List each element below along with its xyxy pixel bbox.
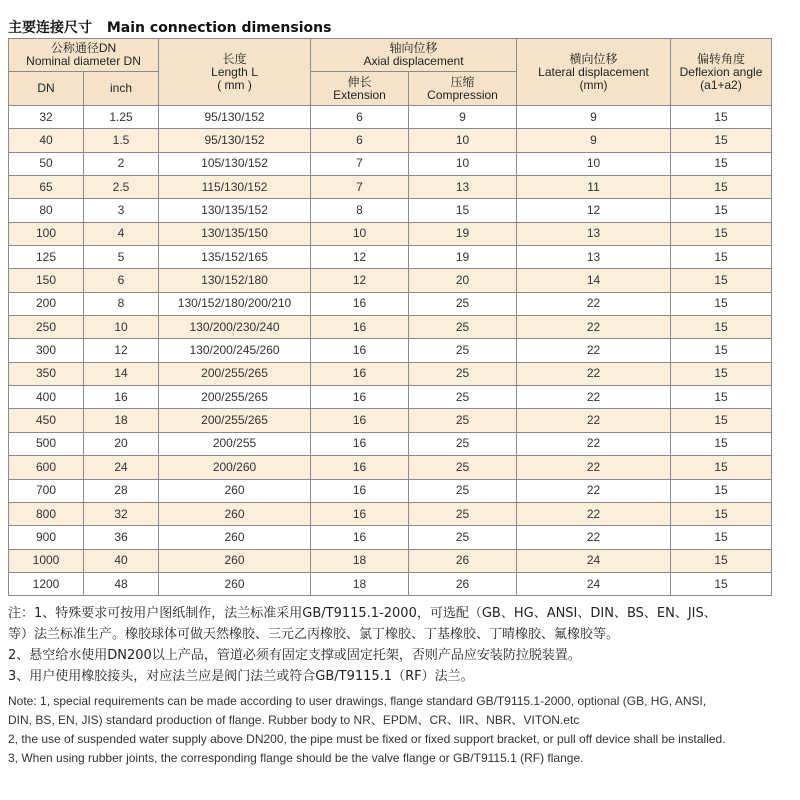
cell-length: 260 — [159, 572, 311, 595]
cell-dn: 50 — [9, 152, 84, 175]
cell-length: 260 — [159, 502, 311, 525]
cell-extension: 12 — [311, 246, 409, 269]
cell-inch: 48 — [84, 572, 159, 595]
table-row — [9, 432, 772, 455]
cell-compression: 19 — [409, 246, 517, 269]
cell-extension: 16 — [311, 456, 409, 479]
header-compression-en: Compression — [427, 87, 498, 102]
table-row — [9, 152, 772, 175]
cell-extension: 6 — [311, 106, 409, 129]
cell-lateral: 13 — [517, 246, 671, 269]
header-length — [159, 39, 311, 106]
cell-lateral: 22 — [517, 432, 671, 455]
cell-length: 130/200/230/240 — [159, 316, 311, 339]
cell-lateral: 12 — [517, 199, 671, 222]
header-nominal-en: Nominal diameter DN — [26, 54, 141, 68]
cell-length: 200/255/265 — [159, 409, 311, 432]
cell-lateral: 22 — [517, 502, 671, 525]
cell-lateral: 22 — [517, 479, 671, 502]
cell-compression: 25 — [409, 292, 517, 315]
cell-compression: 9 — [409, 106, 517, 129]
cell-length: 260 — [159, 526, 311, 549]
cell-dn: 32 — [9, 106, 84, 129]
cell-inch: 16 — [84, 386, 159, 409]
cell-dn: 900 — [9, 526, 84, 549]
cell-inch: 36 — [84, 526, 159, 549]
cell-extension: 10 — [311, 222, 409, 245]
cell-dn: 1200 — [9, 572, 84, 595]
cell-compression: 19 — [409, 222, 517, 245]
cell-inch: 6 — [84, 269, 159, 292]
cell-compression: 26 — [409, 549, 517, 572]
cell-inch: 14 — [84, 362, 159, 385]
cell-deflexion: 15 — [671, 152, 772, 175]
cell-lateral: 14 — [517, 269, 671, 292]
cell-compression: 10 — [409, 129, 517, 152]
notes — [8, 603, 793, 768]
cell-deflexion: 15 — [671, 572, 772, 595]
table-row — [9, 222, 772, 245]
table-row — [9, 129, 772, 152]
cell-extension: 16 — [311, 479, 409, 502]
header-axial-en: Axial displacement — [363, 54, 464, 68]
cell-deflexion: 15 — [671, 362, 772, 385]
header-nominal-cn: 公称通径DN — [50, 41, 117, 55]
cell-deflexion: 15 — [671, 502, 772, 525]
table-row — [9, 456, 772, 479]
cell-compression: 15 — [409, 199, 517, 222]
cell-extension: 18 — [311, 572, 409, 595]
cell-dn: 40 — [9, 129, 84, 152]
cell-extension: 18 — [311, 549, 409, 572]
cell-extension: 16 — [311, 316, 409, 339]
cell-lateral: 24 — [517, 549, 671, 572]
table-row — [9, 502, 772, 525]
cell-deflexion: 15 — [671, 456, 772, 479]
cell-inch: 3 — [84, 199, 159, 222]
note-cn-line: 等）法兰标准生产。橡胶球体可做天然橡胶、三元乙丙橡胶、氯丁橡胶、丁基橡胶、丁晴橡胶、氟橡胶等。 — [8, 627, 620, 642]
cell-compression: 25 — [409, 432, 517, 455]
cell-length: 130/152/180/200/210 — [159, 292, 311, 315]
header-length-cn: 长度 — [222, 51, 247, 66]
cell-compression: 25 — [409, 339, 517, 362]
note-cn-line: 注：1、特殊要求可按用户图纸制作，法兰标准采用GB/T9115.1-2000，可选配（GB、HG、ANSI、DIN、BS、EN、JIS、 — [8, 606, 717, 621]
cell-lateral: 9 — [517, 106, 671, 129]
cell-length: 130/135/150 — [159, 222, 311, 245]
cell-dn: 600 — [9, 456, 84, 479]
note-en-line: 2, the use of suspended water supply above DN200, the pipe must be fixed or fixed support bracket, or pull off device shall be installed. — [8, 732, 726, 746]
cell-compression: 25 — [409, 386, 517, 409]
cell-extension: 7 — [311, 152, 409, 175]
header-deflexion-cn: 偏转角度 — [697, 51, 746, 66]
cell-length: 105/130/152 — [159, 152, 311, 175]
table-row — [9, 246, 772, 269]
cell-compression: 25 — [409, 479, 517, 502]
cell-inch: 1.5 — [84, 129, 159, 152]
cell-extension: 16 — [311, 526, 409, 549]
cell-length: 95/130/152 — [159, 129, 311, 152]
cell-deflexion: 15 — [671, 269, 772, 292]
cell-lateral: 9 — [517, 129, 671, 152]
cell-extension: 7 — [311, 176, 409, 199]
cell-deflexion: 15 — [671, 316, 772, 339]
cell-dn: 350 — [9, 362, 84, 385]
header-extension — [311, 72, 409, 106]
cell-length: 260 — [159, 479, 311, 502]
header-deflexion-angle — [671, 39, 772, 106]
cell-inch: 4 — [84, 222, 159, 245]
cell-length: 200/255/265 — [159, 386, 311, 409]
header-axial-cn: 轴向位移 — [389, 41, 438, 55]
table-row — [9, 526, 772, 549]
table-body — [9, 106, 772, 596]
cell-length: 200/260 — [159, 456, 311, 479]
cell-length: 200/255/265 — [159, 362, 311, 385]
cell-dn: 400 — [9, 386, 84, 409]
cell-deflexion: 15 — [671, 199, 772, 222]
cell-extension: 8 — [311, 199, 409, 222]
cell-inch: 12 — [84, 339, 159, 362]
cell-compression: 25 — [409, 409, 517, 432]
cell-length: 135/152/165 — [159, 246, 311, 269]
cell-inch: 40 — [84, 549, 159, 572]
cell-deflexion: 15 — [671, 246, 772, 269]
cell-extension: 16 — [311, 409, 409, 432]
cell-inch: 20 — [84, 432, 159, 455]
table-row — [9, 479, 772, 502]
cell-compression: 10 — [409, 152, 517, 175]
cell-lateral: 22 — [517, 316, 671, 339]
cell-deflexion: 15 — [671, 176, 772, 199]
cell-lateral: 22 — [517, 292, 671, 315]
cell-deflexion: 15 — [671, 129, 772, 152]
cell-compression: 25 — [409, 362, 517, 385]
header-extension-en: Extension — [333, 87, 386, 102]
cell-extension: 16 — [311, 339, 409, 362]
cell-deflexion: 15 — [671, 479, 772, 502]
cell-compression: 25 — [409, 526, 517, 549]
note-cn-line: 2、悬空给水使用DN200以上产品，管道必须有固定支撑或固定托架，否则产品应安装防拉脱装置。 — [8, 648, 581, 663]
cell-lateral: 10 — [517, 152, 671, 175]
header-compression-cn: 压缩 — [450, 74, 475, 89]
cell-inch: 2.5 — [84, 176, 159, 199]
cell-extension: 12 — [311, 269, 409, 292]
cell-lateral: 22 — [517, 526, 671, 549]
cell-inch: 28 — [84, 479, 159, 502]
cell-dn: 800 — [9, 502, 84, 525]
cell-lateral: 22 — [517, 339, 671, 362]
table-row — [9, 269, 772, 292]
header-extension-cn: 伸长 — [347, 74, 372, 89]
cell-compression: 25 — [409, 502, 517, 525]
cell-dn: 80 — [9, 199, 84, 222]
cell-deflexion: 15 — [671, 339, 772, 362]
cell-dn: 200 — [9, 292, 84, 315]
header-lateral-en: Lateral displacement — [538, 64, 649, 79]
cell-dn: 100 — [9, 222, 84, 245]
cell-length: 95/130/152 — [159, 106, 311, 129]
cell-dn: 65 — [9, 176, 84, 199]
cell-deflexion: 15 — [671, 549, 772, 572]
cell-compression: 25 — [409, 456, 517, 479]
cell-extension: 16 — [311, 362, 409, 385]
header-deflexion-unit: (a1+a2) — [700, 77, 742, 92]
cell-lateral: 24 — [517, 572, 671, 595]
cell-lateral: 11 — [517, 176, 671, 199]
cell-deflexion: 15 — [671, 386, 772, 409]
cell-dn: 125 — [9, 246, 84, 269]
cell-dn: 150 — [9, 269, 84, 292]
cell-dn: 500 — [9, 432, 84, 455]
cell-lateral: 22 — [517, 386, 671, 409]
cell-extension: 16 — [311, 502, 409, 525]
cell-inch: 24 — [84, 456, 159, 479]
table-row — [9, 409, 772, 432]
cell-dn: 700 — [9, 479, 84, 502]
header-lateral-unit: (mm) — [579, 77, 608, 92]
cell-extension: 16 — [311, 292, 409, 315]
page-title — [8, 17, 331, 37]
cell-length: 115/130/152 — [159, 176, 311, 199]
cell-extension: 6 — [311, 129, 409, 152]
cell-dn: 1000 — [9, 549, 84, 572]
cell-deflexion: 15 — [671, 526, 772, 549]
cell-length: 130/135/152 — [159, 199, 311, 222]
table-row — [9, 572, 772, 595]
table-row — [9, 292, 772, 315]
cell-compression: 20 — [409, 269, 517, 292]
cell-lateral: 13 — [517, 222, 671, 245]
header-length-unit: ( mm ) — [217, 77, 252, 92]
cell-length: 130/200/245/260 — [159, 339, 311, 362]
header-nominal-diameter — [9, 39, 159, 72]
dimensions-table — [8, 38, 772, 596]
cell-inch: 10 — [84, 316, 159, 339]
cell-compression: 25 — [409, 316, 517, 339]
header-length-en: Length L — [211, 64, 258, 79]
note-cn-line: 3、用户使用橡胶接头，对应法兰应是阀门法兰或符合GB/T9115.1（RF）法兰。 — [8, 669, 474, 684]
table-row — [9, 339, 772, 362]
cell-lateral: 22 — [517, 409, 671, 432]
cell-dn: 250 — [9, 316, 84, 339]
cell-deflexion: 15 — [671, 222, 772, 245]
cell-deflexion: 15 — [671, 106, 772, 129]
cell-deflexion: 15 — [671, 432, 772, 455]
header-dn: DN — [9, 72, 84, 106]
header-deflexion-en: Deflexion angle — [679, 64, 763, 79]
header-inch: inch — [84, 72, 159, 106]
table-row — [9, 176, 772, 199]
cell-inch: 32 — [84, 502, 159, 525]
note-en-line: 3, When using rubber joints, the corresponding flange should be the valve flange or GB/T9115.1 (RF) flange. — [8, 751, 584, 765]
cell-lateral: 22 — [517, 362, 671, 385]
header-lateral-cn: 横向位移 — [569, 51, 618, 66]
table-row — [9, 106, 772, 129]
cell-dn: 300 — [9, 339, 84, 362]
cell-length: 130/152/180 — [159, 269, 311, 292]
cell-inch: 1.25 — [84, 106, 159, 129]
table-row — [9, 549, 772, 572]
header-lateral-displacement — [517, 39, 671, 106]
title-cn: 主要连接尺寸 — [8, 20, 92, 36]
header-compression — [409, 72, 517, 106]
cell-length: 200/255 — [159, 432, 311, 455]
cell-compression: 26 — [409, 572, 517, 595]
cell-inch: 5 — [84, 246, 159, 269]
cell-deflexion: 15 — [671, 292, 772, 315]
header-axial-displacement — [311, 39, 517, 72]
table-row — [9, 362, 772, 385]
cell-deflexion: 15 — [671, 409, 772, 432]
table-row — [9, 316, 772, 339]
cell-dn: 450 — [9, 409, 84, 432]
cell-inch: 18 — [84, 409, 159, 432]
table-row — [9, 386, 772, 409]
title-en: Main connection dimensions — [106, 20, 332, 36]
note-en-line: Note: 1, special requirements can be made according to user drawings, flange standard GB/T9115.1-2000, optional (GB, HG, ANSI, — [8, 694, 707, 708]
table-row — [9, 199, 772, 222]
cell-extension: 16 — [311, 432, 409, 455]
cell-inch: 2 — [84, 152, 159, 175]
cell-lateral: 22 — [517, 456, 671, 479]
note-en-line: DIN, BS, EN, JIS) standard production of flange. Rubber body to NR、EPDM、CR、IIR、NBR、VITON.etc — [8, 713, 580, 727]
cell-compression: 13 — [409, 176, 517, 199]
cell-length: 260 — [159, 549, 311, 572]
cell-inch: 8 — [84, 292, 159, 315]
cell-extension: 16 — [311, 386, 409, 409]
